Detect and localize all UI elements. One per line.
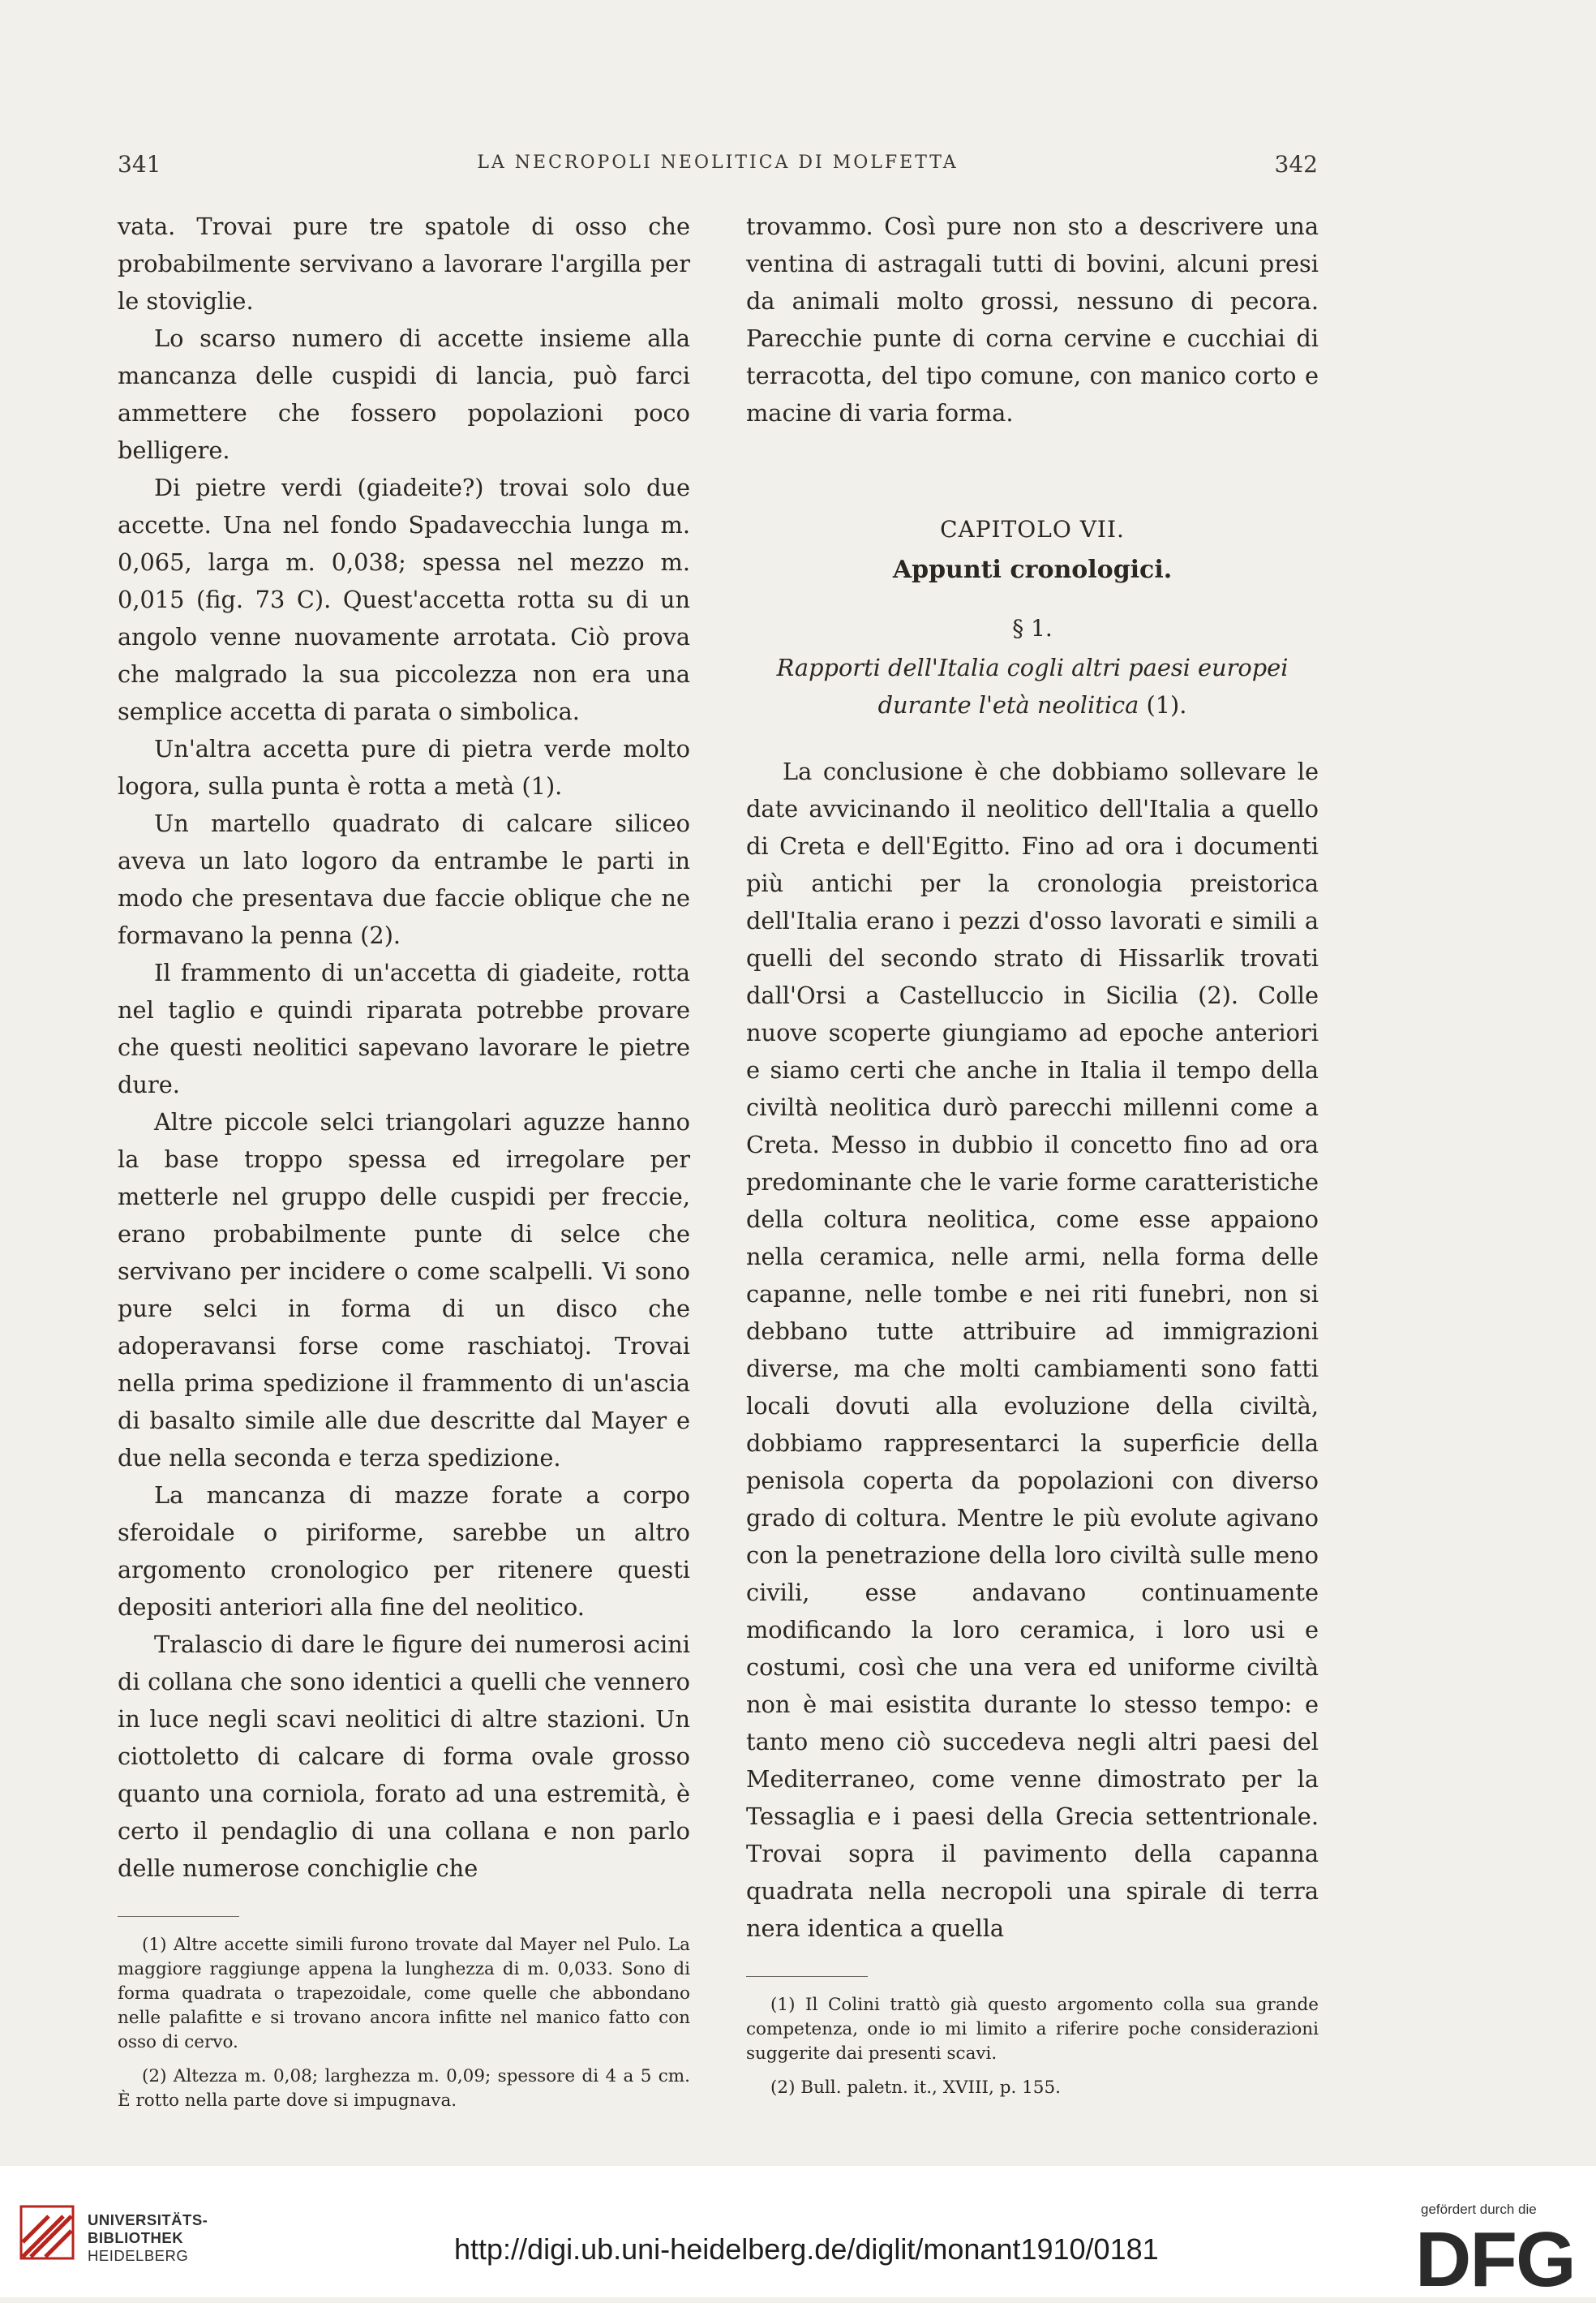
footnotes-right xyxy=(746,1993,1319,2100)
footnote: (2) Altezza m. 0,08; larghezza m. 0,09; spessore di 4 a 5 cm. È rotto nella parte dove si impugnava. xyxy=(118,2066,690,2111)
paragraph: Il frammento di un'accetta di giadeite, rotta nel taglio e quindi riparata potrebbe provare che questi neolitici sapevano lavorare le pietre dure. xyxy=(118,959,690,1098)
right-column xyxy=(746,208,1319,2100)
paragraph: Di pietre verdi (giadeite?) trovai solo due accette. Una nel fondo Spadavecchia lunga m. 0,065, larga m. 0,038; spessa nel mezzo m. 0,015 (fig. 73 C). Quest'accetta rotta su di un angolo venne nuovamente arrotata. Ciò prova che malgrado la sua piccolezza non era una semplice accetta di parata o simbolica. xyxy=(118,474,690,725)
library-name-line: HEIDELBERG xyxy=(88,2247,189,2264)
library-name xyxy=(88,2211,208,2265)
footnotes-left xyxy=(118,1933,690,2113)
spacer xyxy=(746,724,1319,753)
paragraph-text: Un'altra accetta pure di pietra verde molto logora, sulla punta è rotta a metà xyxy=(118,735,690,800)
footnote-rule xyxy=(746,1976,868,1977)
section-number: § 1. xyxy=(1012,615,1053,642)
footnote-ref: (2). xyxy=(360,922,401,949)
permalink[interactable]: http://digi.ub.uni-heidelberg.de/diglit/monant1910/0181 xyxy=(454,2232,1159,2266)
paragraph-text: La conclusione è che dobbiamo sollevare le date avvicinando il neolitico dell'Italia a quello di Creta e dell'Egitto. Fino ad ora i documenti più antichi per la cronologia preistorica dell'Italia erano i pezzi d'osso lavorati e simili a quelli del secondo strato di Hissarlik trovati dall'Orsi a Castelluccio in Sicilia xyxy=(746,758,1319,1009)
paragraph xyxy=(746,753,1319,1947)
footnote-ref: (1). xyxy=(1146,691,1187,719)
paragraph: La mancanza di mazze forate a corpo sferoidale o piriforme, sarebbe un altro argomento cronologico per ritenere questi depositi anteriori alla fine del neolitico. xyxy=(118,1481,690,1621)
funding-caption: gefördert durch die xyxy=(1421,2202,1537,2217)
section-title xyxy=(746,649,1319,724)
left-column xyxy=(118,208,690,2113)
university-library-logo-icon xyxy=(15,2200,79,2265)
page-number-left: 341 xyxy=(118,151,161,178)
paragraph-text: Colle nuove scoperte giungiamo ad epoche anteriori e siamo certi che anche in Italia il tempo della civiltà neolitica durò parecchi millenni come a Creta. Messo in dubbio il concetto fino ad ora predominante che le varie forme caratteristiche della coltura neolitica, come esse appaiono nella ceramica, nelle armi, nella forma delle capanne, nelle tombe e nei riti funebri, non si debbano tutte attribuire ad immigrazioni diverse, ma che molti cambiamenti sono fatti locali dovuti alla evoluzione della civiltà, dobbiamo rappresentarci la superficie della penisola coperta da popolazioni con diverso grado di coltura. Mentre le più evolute agivano con la penetrazione della loro civiltà sulle meno civili, esse andavano continuamente modificando la loro ceramica, i loro usi e costumi, così che una vera ed uniforme civiltà non è mai esistita durante lo stesso tempo: e tanto meno ciò succedeva negli altri paesi del Mediterraneo, come venne dimostrato per la Tessaglia e i paesi della Grecia settentrionale. Trovai sopra il pavimento della capanna quadrata nella necropoli una spirale di terra nera identica a quella xyxy=(746,982,1319,1942)
paragraph xyxy=(118,730,690,805)
viewer-footer xyxy=(0,2166,1596,2303)
footnote-rule xyxy=(118,1916,239,1917)
library-name-line: BIBLIOTHEK xyxy=(88,2229,184,2246)
dfg-logo: DFG xyxy=(1415,2216,1575,2303)
footnote: (1) Altre accette simili furono trovate dal Mayer nel Pulo. La maggiore raggiunge appena la lunghezza di m. 0,033. Sono di forma quadrata o trapezoidale, come quelle che abbondano nelle palafitte e si trovano ancora infitte nel manico fatto con osso di cervo. xyxy=(118,1935,690,2052)
paragraph-text: Un martello quadrato di calcare siliceo aveva un lato logoro da entrambe le parti in modo che presentava due faccie oblique che ne formavano la penna xyxy=(118,810,690,949)
chapter-heading xyxy=(746,511,1319,724)
footnote-ref: (2). xyxy=(1198,982,1239,1009)
paragraph xyxy=(118,805,690,954)
paragraph: vata. Trovai pure tre spatole di osso che probabilmente servivano a lavorare l'argilla per le stoviglie. xyxy=(118,213,690,315)
paragraph: Altre piccole selci triangolari aguzze hanno la base troppo spessa ed irregolare per metterle nel gruppo delle cuspidi per freccie, erano probabilmente punte di selce che servivano per incidere o come scalpelli. Vi sono pure selci in forma di un disco che adoperavansi forse come raschiatoj. Trovai nella prima spedizione il frammento di un'ascia di basalto simile alle due descritte dal Mayer e due nella seconda e terza spedizione. xyxy=(118,1108,690,1472)
paragraph: trovammo. Così pure non sto a descrivere una ventina di astragali tutti di bovini, alcuni presi da animali molto grossi, nessuno di pecora. Parecchie punte di corna cervine e cucchiai di terracotta, del tipo comune, con manico corto e macine di varia forma. xyxy=(746,213,1319,427)
footnote: (1) Il Colini trattò già questo argomento colla sua grande competenza, onde io mi limito a riferire poche considerazioni suggerite dai presenti scavi. xyxy=(746,1995,1319,2064)
page-number-right: 342 xyxy=(1274,151,1318,178)
library-name-line: UNIVERSITÄTS- xyxy=(88,2211,208,2228)
section-title-text: Rapporti dell'Italia cogli altri paesi europei durante l'età neolitica xyxy=(776,654,1289,719)
chapter-number: CAPITOLO VII. xyxy=(940,516,1125,543)
paragraph: Tralascio di dare le figure dei numerosi acini di collana che sono identici a quelli che vennero in luce negli scavi neolitici di altre stazioni. Un ciottoletto di calcare di forma ovale grosso quanto una corniola, forato ad una estremità, è certo il pendaglio di una collana e non parlo delle numerose conchiglie che xyxy=(118,1631,690,1882)
footnote: (2) Bull. paletn. it., XVIII, p. 155. xyxy=(770,2077,1061,2098)
running-title: LA NECROPOLI NEOLITICA DI MOLFETTA xyxy=(477,153,959,173)
chapter-title: Appunti cronologici. xyxy=(892,556,1173,584)
paragraph: Lo scarso numero di accette insieme alla mancanza delle cuspidi di lancia, può farci ammettere che fossero popolazioni poco belligere. xyxy=(118,324,690,464)
footnote-ref: (1). xyxy=(521,772,563,800)
